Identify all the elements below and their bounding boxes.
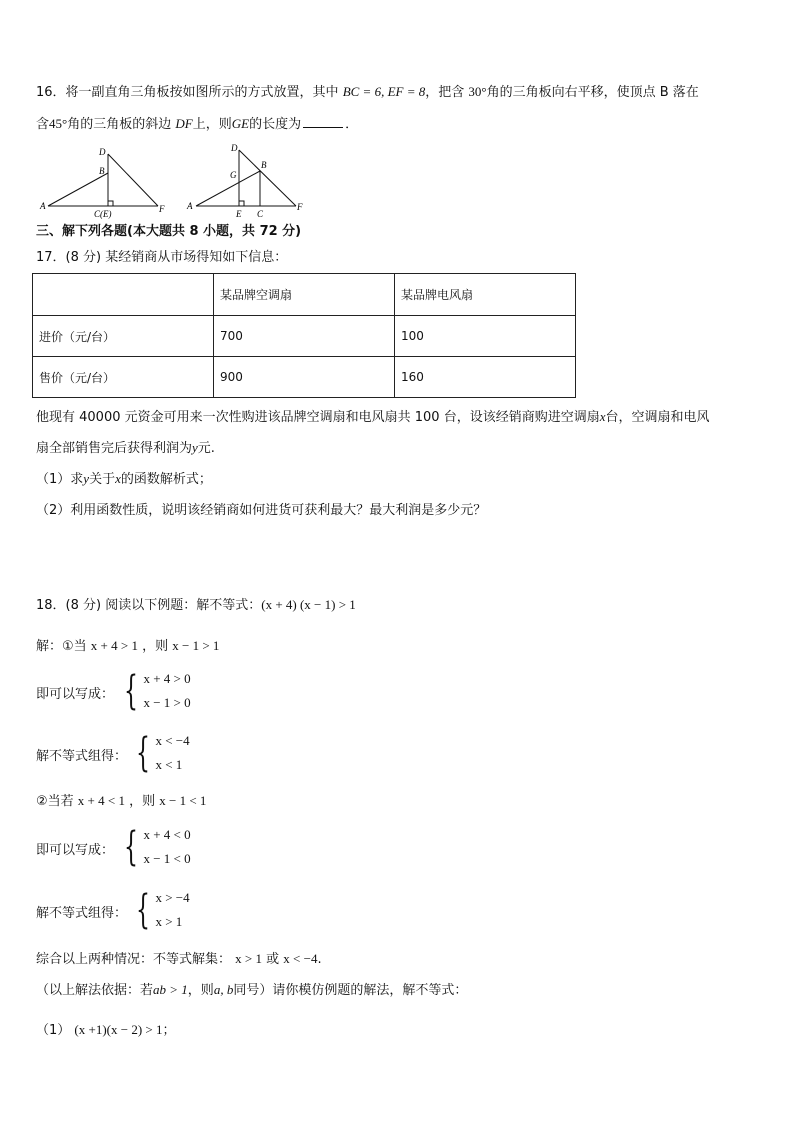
table-cell: 700 xyxy=(214,316,395,357)
section-heading: 三、解下列各题(本大题共 8 小题，共 72 分) xyxy=(36,224,302,239)
table-cell: 进价（元/台） xyxy=(33,316,214,357)
q18-write-label-2: 即可以写成： xyxy=(36,843,115,858)
q17-sub1: （1）求y关于x的函数解析式； xyxy=(36,471,212,487)
table-header-row xyxy=(33,274,576,316)
table-row xyxy=(33,357,576,398)
q16-line1: 16．将一副直角三角板按如图所示的方式放置，其中 BC = 6, EF = 8，把含 30°角的三角板向右平移，使顶点 B 落在 xyxy=(36,84,699,100)
fig1-label-a: A xyxy=(40,201,46,211)
table-header-cell xyxy=(33,274,214,316)
q18-solve-label-2: 解不等式组得： xyxy=(36,906,128,921)
q18-case1: 解：①当 x + 4 > 1 ，则 x − 1 > 1 xyxy=(36,638,220,654)
table-row xyxy=(33,316,576,357)
q16-bc-ef: BC = 6, EF = 8 xyxy=(342,84,426,99)
fig2-label-c: C xyxy=(257,209,264,219)
fig2-label-e: E xyxy=(236,209,242,219)
q17-paragraph-line1: 他现有 40000 元资金可用来一次性购进该品牌空调扇和电风扇共 100 台，设该经销商购进空调扇x台，空调扇和电风 xyxy=(36,409,710,425)
table-cell: 100 xyxy=(395,316,576,357)
q17-sub2: （2）利用函数性质，说明该经销商如何进货可获利最大？最大利润是多少元？ xyxy=(36,503,487,518)
q18-write-label-1: 即可以写成： xyxy=(36,687,115,702)
q17-table xyxy=(32,273,576,398)
q18-system-2: { x < −4 x < 1 xyxy=(136,730,190,776)
q18-solve-label-1: 解不等式组得： xyxy=(36,749,128,764)
table-header-cell: 某品牌空调扇 xyxy=(214,274,395,316)
q18-sub1: （1） (x +1)(x − 2) > 1； xyxy=(36,1022,176,1038)
q18-summary: 综合以上两种情况：不等式解集： x > 1 或 x < −4. xyxy=(36,951,322,967)
table-cell: 售价（元/台） xyxy=(33,357,214,398)
answer-blank xyxy=(303,115,343,128)
q16-line2: 含45°角的三角板的斜边 DF上，则GE的长度为 ． xyxy=(36,116,359,132)
q18-system-3: { x + 4 < 0 x − 1 < 0 xyxy=(124,824,191,870)
q16-figure-1 xyxy=(38,144,173,220)
q17-paragraph-line2: 扇全部销售完后获得利润为y元. xyxy=(36,440,215,456)
table-header-cell: 某品牌电风扇 xyxy=(395,274,576,316)
fig1-label-f: F xyxy=(159,204,165,214)
q18-title: 18．(8 分) 阅读以下例题：解不等式：(x + 4) (x − 1) > 1 xyxy=(36,597,356,613)
fig2-label-g: G xyxy=(230,170,237,180)
q18-system-4: { x > −4 x > 1 xyxy=(136,887,190,933)
q18-basis: （以上解法依据：若ab > 1，则a, b同号）请你模仿例题的解法，解不等式： xyxy=(36,982,468,998)
q17-title: 17．(8 分) 某经销商从市场得知如下信息： xyxy=(36,250,288,265)
fig2-label-f: F xyxy=(297,202,303,212)
fig2-label-a: A xyxy=(187,201,193,211)
table-cell: 160 xyxy=(395,357,576,398)
q18-system-1: { x + 4 > 0 x − 1 > 0 xyxy=(124,668,191,714)
fig1-label-b: B xyxy=(99,166,105,176)
fig1-label-ce: C(E) xyxy=(94,209,112,219)
q18-case2: ②当若 x + 4 < 1 ，则 x − 1 < 1 xyxy=(36,793,207,809)
fig2-label-b: B xyxy=(261,160,267,170)
fig2-label-d: D xyxy=(231,143,238,153)
fig1-label-d: D xyxy=(99,147,106,157)
table-cell: 900 xyxy=(214,357,395,398)
q16-figure-2 xyxy=(183,140,308,220)
